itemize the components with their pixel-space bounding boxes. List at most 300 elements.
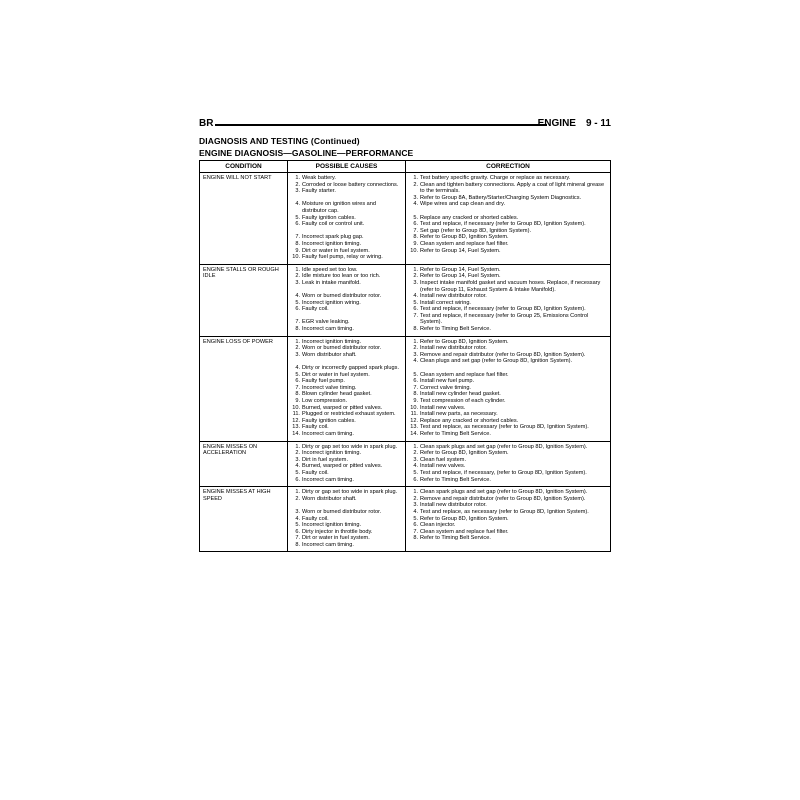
item-text: Incorrect ignition timing. [302,522,362,529]
item-number: 4. [413,358,418,365]
item-text: Test and replace, if necessary, (refer to Group 8D, Ignition System). [420,469,587,476]
item-number: 5. [413,515,418,522]
item-number: 2. [413,273,418,280]
item-text: Install new fuel pump. [420,378,475,385]
page-header [199,118,611,134]
item-number: 6. [295,221,300,228]
item-text: Refer to Group 8D, Ignition System. [420,450,509,457]
item-number: 5. [413,371,418,378]
list-item [291,326,402,333]
list-item [291,385,402,392]
item-number: 5. [413,214,418,221]
list-item [291,489,402,496]
list-item [409,535,607,542]
item-text: Faulty coil. [302,515,329,522]
list-item [409,215,607,222]
list-item [409,228,607,235]
correction-cell [406,264,611,336]
table-title: ENGINE DIAGNOSIS—GASOLINE—PERFORMANCE [199,148,414,158]
item-text: Worn or burned distributor rotor. [302,293,382,300]
item-text: Test compression of each cylinder. [420,398,506,404]
item-text: Faulty coil. [302,424,329,431]
item-text: Faulty coil. [302,306,329,313]
item-text: Refer to Group 8A, Battery/Starter/Charging System Diagnostics. [420,194,582,201]
list-item [291,319,402,326]
item-number: 3. [295,351,300,358]
correction-cell [406,173,611,265]
list-item [409,516,607,523]
item-text: Burned, warped or pitted valves. [302,463,383,470]
list-item [409,313,607,326]
list-item [291,516,402,523]
item-number: 1. [413,443,418,450]
list-item [409,378,607,385]
item-number: 3. [295,188,300,195]
list-item [409,195,607,202]
item-number: 10. [410,404,418,411]
corrections-list [409,444,607,484]
item-text: Faulty ignition cables. [302,417,356,424]
item-number: 1. [413,175,418,181]
list-item [409,496,607,503]
corrections-list [409,175,607,254]
list-item [291,188,402,195]
header-page-number: 9 - 11 [585,118,611,129]
item-number: 8. [295,326,300,333]
item-text: Install new cylinder head gasket. [420,391,501,398]
item-text: Install new parts, as necessary. [420,411,498,418]
list-item [409,529,607,536]
item-text: Worn distributor shaft. [302,495,357,502]
condition-cell: ENGINE LOSS OF POWER [200,336,288,441]
item-text: Clean system and replace fuel filter. [420,528,509,535]
table-row [200,336,611,441]
item-number: 2. [295,181,300,188]
item-text: Install new valves. [420,404,466,411]
item-text: Install correct wiring. [420,299,471,306]
list-item [409,489,607,496]
item-number: 7. [413,384,418,391]
item-number: 10. [292,254,300,261]
diagnosis-table [199,160,611,552]
item-text: Incorrect ignition wiring. [302,299,361,306]
causes-list [291,444,402,484]
item-number: 6. [413,522,418,529]
possible-causes-cell [288,336,406,441]
item-number: 1. [413,266,418,273]
item-number: 3. [413,502,418,509]
item-text: Test and replace, if necessary (refer to Group 25, Emissions Control System). [420,312,589,326]
list-item [291,405,402,412]
item-number: 11. [292,411,300,418]
list-item [409,221,607,228]
list-item [291,248,402,255]
item-number: 2. [413,345,418,352]
item-text: Replace any cracked or shorted cables. [420,417,519,424]
item-text: Corroded or loose battery connections. [302,181,399,188]
list-item [409,418,607,425]
item-text: Test and replace, as necessary (refer to Group 8D, Ignition System). [420,424,589,431]
item-text: Faulty fuel pump, relay or wiring. [302,254,383,261]
list-item [409,391,607,398]
item-text: Test and replace, if necessary (refer to Group 8D, Ignition System). [420,221,586,228]
corrections-list [409,489,607,542]
item-number: 7. [413,528,418,535]
list-item [409,326,607,333]
list-item [409,509,607,516]
list-item [291,391,402,398]
list-item [409,273,607,280]
list-item [409,352,607,359]
list-item [291,345,402,352]
item-number: 7. [295,535,300,542]
item-text: Dirt or water in fuel system. [302,535,370,542]
item-text: Incorrect ignition timing. [302,450,362,457]
table-row [200,441,611,487]
item-text: Refer to Timing Belt Service. [420,476,491,483]
item-number: 8. [413,535,418,542]
item-text: Faulty starter. [302,188,336,195]
list-item [409,463,607,470]
condition-cell: ENGINE MISSES AT HIGH SPEED [200,487,288,552]
list-item [409,477,607,484]
list-item [291,293,402,300]
item-number: 4. [295,293,300,300]
condition-cell: ENGINE MISSES ON ACCELERATION [200,441,288,487]
list-item [291,201,402,214]
item-number: 9. [295,247,300,254]
list-item [409,502,607,509]
list-item [409,267,607,274]
item-number: 7. [295,234,300,241]
list-item [409,241,607,248]
item-text: Clean system and replace fuel filter. [420,240,509,247]
item-number: 10. [410,247,418,254]
item-number: 6. [295,528,300,535]
item-text: Incorrect cam timing. [302,541,354,548]
list-item [409,522,607,529]
list-item [291,529,402,536]
item-text: Incorrect cam timing. [302,476,354,483]
list-item [409,300,607,307]
item-number: 4. [413,293,418,300]
item-number: 4. [413,463,418,470]
item-number: 3. [413,279,418,286]
item-number: 7. [413,227,418,234]
item-text: Remove and repair distributor (refer to Group 8D, Ignition System). [420,351,586,358]
item-text: Leak in intake manifold. [302,279,361,286]
item-number: 1. [295,175,300,181]
item-text: Replace any cracked or shorted cables. [420,214,519,221]
item-text: Faulty ignition cables. [302,214,356,221]
list-item [291,372,402,379]
item-text: Incorrect valve timing. [302,384,357,391]
item-text: Refer to Timing Belt Service. [420,535,491,542]
list-item [409,280,607,293]
item-text: Low compression. [302,398,348,404]
list-item [291,306,402,313]
item-number: 4. [295,365,300,372]
list-item [409,411,607,418]
item-text: Refer to Group 14, Fuel System. [420,273,501,280]
item-text: Faulty coil or control unit. [302,221,365,228]
item-text: Install new distributor rotor. [420,502,487,509]
list-item [291,477,402,484]
list-item [291,234,402,241]
item-text: Dirty or gap set too wide in spark plug. [302,443,398,450]
item-number: 4. [413,201,418,208]
list-item [291,221,402,228]
item-text: Incorrect cam timing. [302,430,354,437]
item-number: 3. [295,456,300,463]
table-row [200,264,611,336]
item-text: Refer to Group 8D, Ignition System. [420,515,509,522]
possible-causes-cell [288,487,406,552]
item-text: Clean system and replace fuel filter. [420,371,509,378]
list-item [291,463,402,470]
item-number: 9. [295,398,300,404]
item-text: Dirty or incorrectly gapped spark plugs. [302,365,400,372]
item-number: 3. [413,194,418,201]
item-text: Install new distributor rotor. [420,293,487,300]
list-item [291,418,402,425]
item-number: 7. [413,312,418,319]
item-number: 2. [413,450,418,457]
manual-page [199,118,611,552]
item-number: 11. [410,411,418,418]
item-number: 14. [410,430,418,437]
list-item [291,300,402,307]
item-text: Correct valve timing. [420,384,471,391]
item-text: Clean spark plugs and set gap (refer to Group 8D, Ignition System). [420,443,588,450]
list-item [291,496,402,503]
list-item [409,345,607,352]
list-item [409,424,607,431]
list-item [409,450,607,457]
item-number: 6. [295,378,300,385]
list-item [291,509,402,516]
item-text: Incorrect ignition timing. [302,240,362,247]
item-number: 7. [295,319,300,326]
item-number: 8. [295,240,300,247]
list-item [291,215,402,222]
item-text: Refer to Group 8D, Ignition System. [420,338,509,345]
list-item [291,470,402,477]
item-number: 1. [295,489,300,496]
list-item [291,241,402,248]
item-text: Clean fuel system. [420,456,467,463]
item-number: 9. [413,398,418,404]
causes-list [291,267,402,333]
item-text: Test battery specific gravity. Charge or replace as necessary. [420,175,571,181]
item-text: EGR valve leaking. [302,319,350,326]
list-item [291,254,402,261]
list-item [409,248,607,255]
item-text: Incorrect spark plug gap. [302,234,364,241]
list-item [409,398,607,405]
list-item [291,352,402,359]
list-item [291,339,402,346]
header-section-name: ENGINE [537,118,576,129]
item-number: 9. [413,240,418,247]
item-number: 6. [413,221,418,228]
item-number: 6. [295,476,300,483]
item-number: 5. [413,469,418,476]
item-number: 12. [410,417,418,424]
item-text: Dirt in fuel system. [302,456,349,463]
item-text: Faulty coil. [302,469,329,476]
list-item [409,431,607,438]
item-text: Clean and tighten battery connections. Apply a coat of light mineral grease to the terminals. [420,181,605,195]
item-number: 5. [295,214,300,221]
item-text: Refer to Group 14, Fuel System. [420,266,501,273]
list-item [291,182,402,189]
list-item [409,470,607,477]
item-text: Burned, warped or pitted valves. [302,404,383,411]
list-item [291,424,402,431]
item-text: Refer to Group 14, Fuel System. [420,247,501,254]
item-text: Weak battery. [302,175,336,181]
item-number: 8. [295,391,300,398]
item-number: 8. [413,391,418,398]
item-text: Install new distributor rotor. [420,345,487,352]
list-item [291,411,402,418]
list-item [291,175,402,182]
item-number: 3. [413,456,418,463]
possible-causes-cell [288,173,406,265]
causes-list [291,175,402,261]
item-number: 1. [413,338,418,345]
correction-cell [406,441,611,487]
correction-cell [406,487,611,552]
list-item [291,542,402,549]
item-number: 2. [295,345,300,352]
item-number: 4. [295,201,300,208]
item-number: 2. [413,181,418,188]
item-text: Remove and repair distributor (refer to Group 8D, Ignition System). [420,495,586,502]
list-item [291,280,402,287]
item-number: 8. [413,326,418,333]
item-text: Refer to Timing Belt Service. [420,430,491,437]
list-item [409,372,607,379]
item-text: Clean plugs and set gap (refer to Group 8D, Ignition System). [420,358,573,365]
item-text: Incorrect cam timing. [302,326,354,333]
item-text: Moisture on ignition wires and distributor cap. [302,201,376,214]
header-condition: CONDITION [200,161,288,173]
item-number: 3. [413,351,418,358]
item-number: 8. [413,234,418,241]
possible-causes-cell [288,441,406,487]
list-item [409,358,607,365]
list-item [409,234,607,241]
item-number: 13. [292,424,300,431]
list-item [409,444,607,451]
item-text: Refer to Timing Belt Service. [420,326,491,333]
list-item [291,457,402,464]
causes-list [291,489,402,548]
item-text: Idle speed set too low. [302,266,358,273]
list-item [291,365,402,372]
item-number: 5. [295,522,300,529]
header-possible-causes: POSSIBLE CAUSES [288,161,406,173]
list-item [409,175,607,182]
list-item [291,267,402,274]
item-text: Test and replace, as necessary (refer to Group 8D, Ignition System). [420,508,589,515]
item-text: Install new valves. [420,463,466,470]
item-text: Wipe wires and cap clean and dry. [420,201,506,208]
item-number: 8. [295,541,300,548]
list-item [291,535,402,542]
list-item [409,201,607,208]
item-number: 6. [295,306,300,313]
item-text: Dirt or water in fuel system. [302,371,370,378]
item-number: 5. [295,469,300,476]
list-item [291,444,402,451]
item-text: Dirty injector in throttle body. [302,528,373,535]
item-number: 6. [413,476,418,483]
item-number: 5. [295,299,300,306]
header-model-code: BR [199,118,214,129]
item-text: Worn distributor shaft. [302,351,357,358]
item-text: Inspect intake manifold gasket and vacuum hoses. Replace, if necessary (refer to Group 11, Exhaust System & Intake Manifold). [420,279,601,293]
item-text: Plugged or restricted exhaust system. [302,411,396,418]
item-number: 13. [410,424,418,431]
item-text: Worn or burned distributor rotor. [302,345,382,352]
header-section [538,118,611,129]
list-item [409,293,607,300]
item-text: Incorrect ignition timing. [302,338,362,345]
item-number: 2. [295,495,300,502]
item-number: 7. [295,384,300,391]
item-number: 10. [292,404,300,411]
item-text: Clean spark plugs and set gap (refer to Group 8D, Ignition System). [420,489,588,496]
table-row [200,487,611,552]
item-text: Dirty or gap set too wide in spark plug. [302,489,398,496]
corrections-list [409,267,607,333]
item-number: 1. [295,266,300,273]
item-number: 5. [413,299,418,306]
list-item [291,378,402,385]
possible-causes-cell [288,264,406,336]
list-item [291,450,402,457]
list-item [409,306,607,313]
item-number: 1. [295,443,300,450]
item-text: Idle mixture too lean or too rich. [302,273,381,280]
item-number: 6. [413,306,418,313]
item-number: 1. [295,338,300,345]
list-item [291,398,402,405]
item-number: 3. [295,279,300,286]
causes-list [291,339,402,438]
item-text: Worn or burned distributor rotor. [302,508,382,515]
list-item [291,273,402,280]
item-number: 4. [413,508,418,515]
item-number: 12. [292,417,300,424]
item-text: Test and replace, if necessary (refer to Group 8D, Ignition System). [420,306,586,313]
list-item [409,339,607,346]
list-item [291,522,402,529]
item-number: 14. [292,430,300,437]
item-number: 6. [413,378,418,385]
table-header-row [200,161,611,173]
item-number: 5. [295,371,300,378]
condition-cell: ENGINE WILL NOT START [200,173,288,265]
header-correction: CORRECTION [406,161,611,173]
corrections-list [409,339,607,438]
correction-cell [406,336,611,441]
item-number: 3. [295,508,300,515]
item-text: Dirt or water in fuel system. [302,247,370,254]
